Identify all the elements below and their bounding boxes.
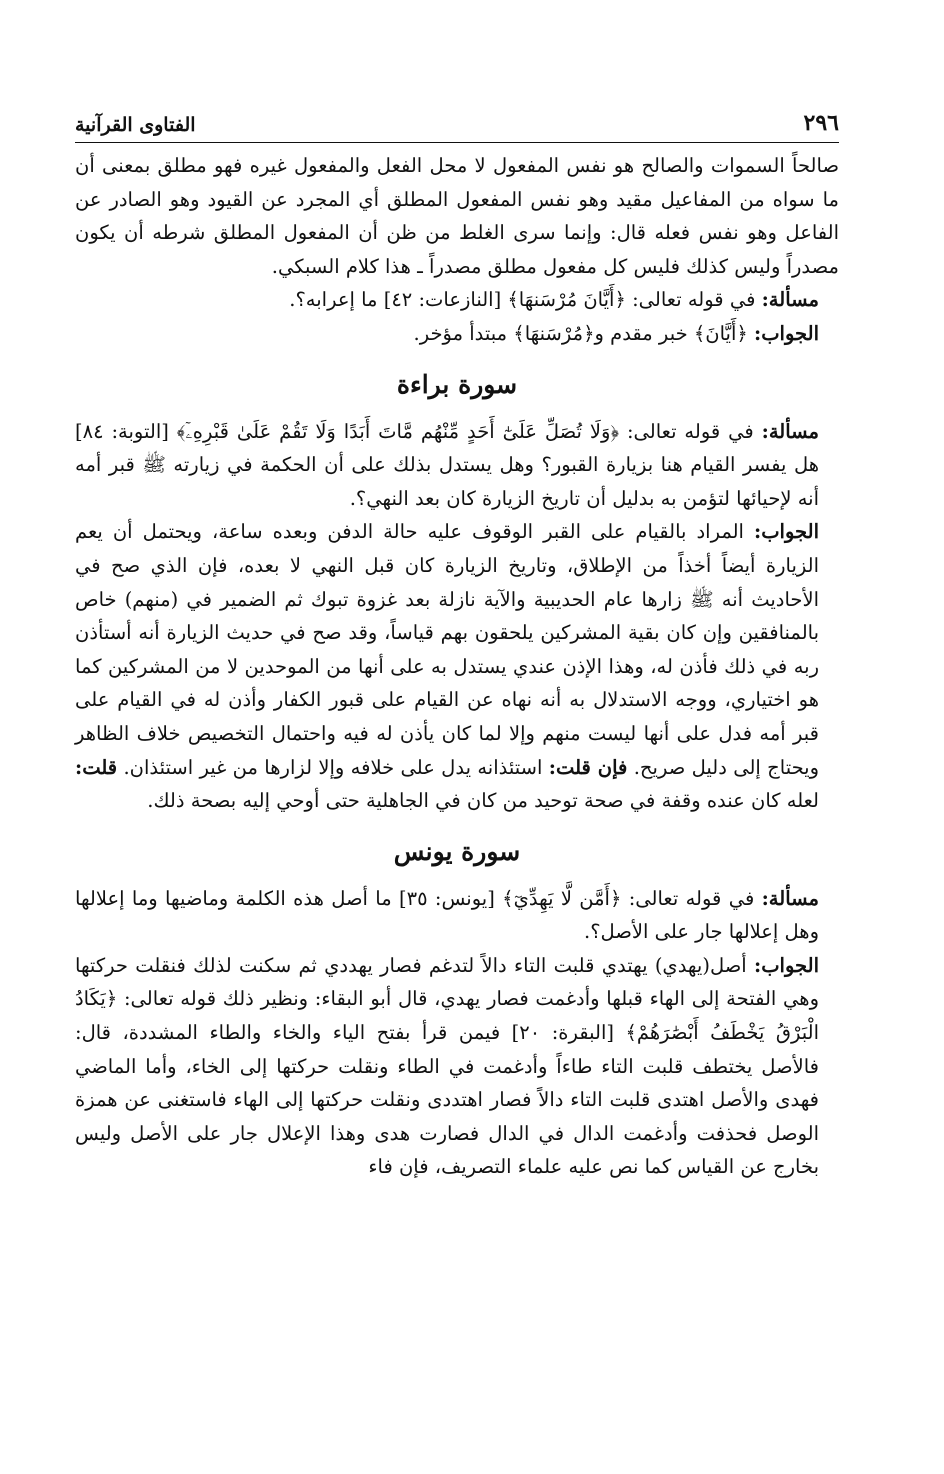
objection-label: فإن قلت:	[548, 755, 628, 779]
reply-label: قلت:	[75, 755, 118, 779]
baraah-answer	[75, 515, 839, 817]
answer-text: ﴿أَيَّانَ﴾ خبر مقدم و﴿مُرْسَنهَا﴾ مبتدأ مؤخر.	[413, 321, 748, 345]
objection-text: استئذانه يدل على خلافه وإلا لزارها من غير استئذان.	[123, 755, 543, 779]
question-text: في قوله تعالى: ﴿أَمَّن لَّا يَهِدِّيٓ﴾ [يونس: ٣٥] ما أصل هذه الكلمة وماضيها وما إعلالها وهل إعلالها جار على الأصل؟.	[75, 886, 819, 944]
question-label: مسألة:	[761, 288, 819, 312]
answer-text: أصل(يهدي) يهتدي قلبت التاء دالاً لتدغم فصار يهددي ثم سكنت لذلك فنقلت حركتها وهي الفتحة إلى الهاء قبلها وأدغمت فصار يهدي، قال أبو البقاء: ونظير ذلك قوله تعالى: ﴿يَكَادُ الْبَرْقُ يَخْطَفُ أَبْصَٰرَهُمْ﴾ [البقرة: ٢٠] فيمن قرأ بفتح الياء والخاء والطاء المشددة، قال: فالأصل يختطف قلبت التاء طاءاً وأدغمت في الطاء ونقلت حركتها إلى الخاء، وأما الماضي فهدى والأصل اهتدى قلبت التاء دالاً فصار اهتددى ونقلت حركتها إلى الهاء فاستغنى عن همزة الوصل فحذفت وأدغمت الدال في الدال فصارت هدى وهذا الإعلال جار على الأصل وليس بخارج عن القياس كما نص عليه علماء التصريف، فإن فاء	[75, 953, 820, 1179]
baraah-question	[75, 415, 839, 516]
section-heading-baraah: سورة براءة	[396, 369, 518, 399]
question-label: مسألة:	[761, 886, 819, 910]
answer-label: الجواب:	[754, 953, 819, 977]
answer-label: الجواب:	[754, 520, 819, 544]
intro-question	[75, 283, 839, 317]
section-heading-yunus: سورة يونس	[393, 836, 521, 866]
question-label: مسألة:	[761, 419, 820, 443]
yunus-question	[75, 882, 839, 949]
page-number: ٢٩٦	[803, 110, 839, 136]
reply-text: لعله كان عنده وقفة في صحة توحيد من كان في الجاهلية حتى أوحي إليه بصحة ذلك.	[147, 789, 819, 813]
book-title: الفتاوى القرآنية	[75, 114, 196, 136]
intro-answer	[75, 317, 839, 351]
question-text: في قوله تعالى: ﴿أَيَّانَ مُرْسَنهَا﴾ [النازعات: ٤٢] ما إعرابه؟.	[289, 288, 756, 312]
intro-paragraph: صالحاً السموات والصالح هو نفس المفعول لا محل الفعل والمفعول غيره فهو مطلق بمعنى أن ما سواه من المفاعيل مقيد وهو نفس المفعول المطلق أي المجرد عن القيود وهو الصادر عن الفاعل وهو نفس فعله قال: وإنما سرى الغلط من ظن أن المفعول المطلق شرطه أن يكون مصدراً وليس كذلك فليس كل مفعول مطلق مصدراً ـ هذا كلام السبكي.	[75, 154, 839, 278]
question-text: في قوله تعالى: ﴿وَلَا تُصَلِّ عَلَىٰٓ أَحَدٍ مِّنْهُم مَّاتَ أَبَدًا وَلَا تَقُمْ عَلَىٰ قَبْرِهِۦٓ﴾ [التوبة: ٨٤] هل يفسر القيام هنا بزيارة القبور؟ وهل يستدل بذلك على أن الحكمة في زيارته ﷺ قبر أمه أنه لإحيائها لتؤمن به بدليل أن تاريخ الزيارة كان بعد النهي؟.	[75, 419, 819, 510]
yunus-answer	[75, 949, 839, 1184]
running-header	[75, 110, 839, 143]
answer-label: الجواب:	[754, 321, 819, 345]
answer-text: المراد بالقيام على القبر الوقوف عليه حالة الدفن وبعده ساعة، ويحتمل أن يعم الزيارة أيضاً أخذاً من الإطلاق، وتاريخ الزيارة كان قبل النهي لا بعده، فإن الذي صح في الأحاديث أنه ﷺ زارها عام الحديبية والآية نازلة بعد غزوة تبوك ثم الضمير في (منهم) خاص بالمنافقين وإن كان بقية المشركين يلحقون بهم قياساً، وقد صح في حديث الزيارة أنه أستأذن ربه في ذلك فأذن له، وهذا الإذن عندي يستدل به على أنها من الموحدين لا من المشركين كما هو اختياري، ووجه الاستدلال به أنه نهاه عن القيام على قبور الكفار وأذن له في القيام على قبر أمه فدل على أنها ليست منهم وإلا لما كان يأذن له فيه واحتمال التخصيص خلاف الظاهر ويحتاج إلى دليل صريح.	[75, 520, 820, 779]
book-page	[75, 110, 839, 1184]
